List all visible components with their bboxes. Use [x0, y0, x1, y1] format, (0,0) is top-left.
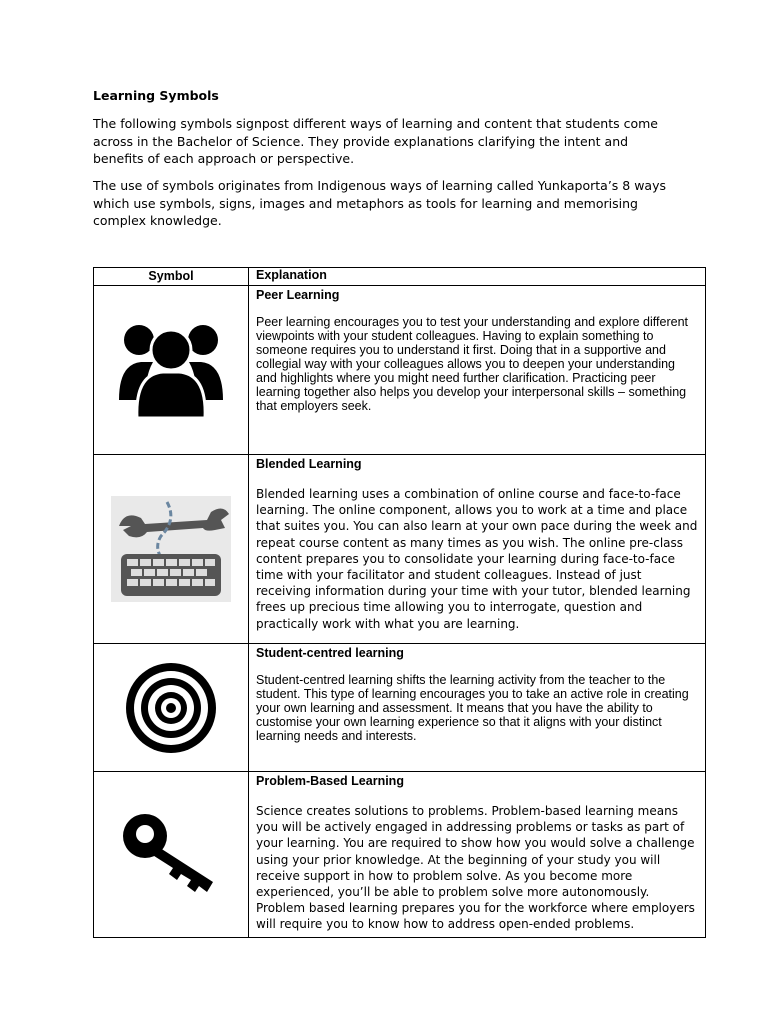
row-title: Peer Learning — [256, 288, 340, 302]
row-body: Peer learning encourages you to test your understanding and explore different viewpoints with your student colleagues. Having to explain something to someone requires you to understand it first. Doing that in a supportive and collegial way with your colleagues allows you to deepen your understanding and highlights where you might need further clarification. Practicing peer learning together also helps you develop your interpersonal skills – something that employers seek. — [256, 315, 689, 413]
symbol-column-header: Symbol — [94, 268, 249, 286]
row-title: Problem-Based Learning — [256, 774, 404, 788]
intro-paragraph-1: The following symbols signpost different ways of learning and content that students come across in the Bachelor of Science. They provide explanations clarifying the intent and benefits of each approach or perspective. — [93, 116, 658, 166]
table-row — [94, 644, 706, 772]
row-body: Blended learning uses a combination of online course and face-to-face learning. The online component, allows you to work at a time and place that suites you. You can also learn at your own pace during the week and repeat course content as many times as you wish. The online pre-class content prepares you to consolidate your learning during face-to-face time with your facilitator and student colleagues. Instead of just receiving information during your time with your tutor, blended learning frees up precious time allowing you to interrogate, question and practically work with what you are learning. — [256, 487, 698, 631]
page-title: Learning Symbols — [93, 88, 219, 103]
symbol-cell — [94, 455, 249, 644]
table-row — [94, 772, 706, 938]
row-title: Student-centred learning — [256, 646, 404, 660]
table-header-row — [94, 268, 706, 286]
row-title: Blended Learning — [256, 457, 362, 471]
explanation-cell — [249, 644, 706, 772]
learning-symbols-table — [93, 267, 706, 938]
explanation-column-header: Explanation — [249, 268, 706, 286]
key-icon — [121, 812, 221, 896]
symbol-cell — [94, 644, 249, 772]
explanation-cell — [249, 286, 706, 455]
symbol-cell — [94, 772, 249, 938]
table-row — [94, 286, 706, 455]
row-body: Science creates solutions to problems. Problem-based learning means you will be actively engaged in addressing problems or tasks as part of your learning. You are required to show how you would solve a challenge using your prior knowledge. At the beginning of your study you will receive support in how to problem solve. As you become more experienced, you’ll be able to problem solve more autonomously. Problem based learning prepares you for the workforce where employers will require you to know how to address open-ended problems. — [256, 804, 695, 932]
symbol-cell — [94, 286, 249, 455]
wrench-keyboard-icon — [111, 496, 231, 602]
table-row — [94, 455, 706, 644]
target-icon — [124, 661, 218, 755]
explanation-cell — [249, 455, 706, 644]
intro-paragraph-2: The use of symbols originates from Indigenous ways of learning called Yunkaporta’s 8 ways which use symbols, signs, images and metaphors as tools for learning and memorising complex knowledge. — [93, 178, 666, 228]
explanation-cell — [249, 772, 706, 938]
row-body: Student-centred learning shifts the learning activity from the teacher to the student. This type of learning encourages you to take an active role in creating your own learning and assessment. It means that you have the ability to customise your own learning experience so that it aligns with your distinct learning needs and interests. — [256, 673, 689, 743]
peer-group-icon — [119, 318, 223, 422]
